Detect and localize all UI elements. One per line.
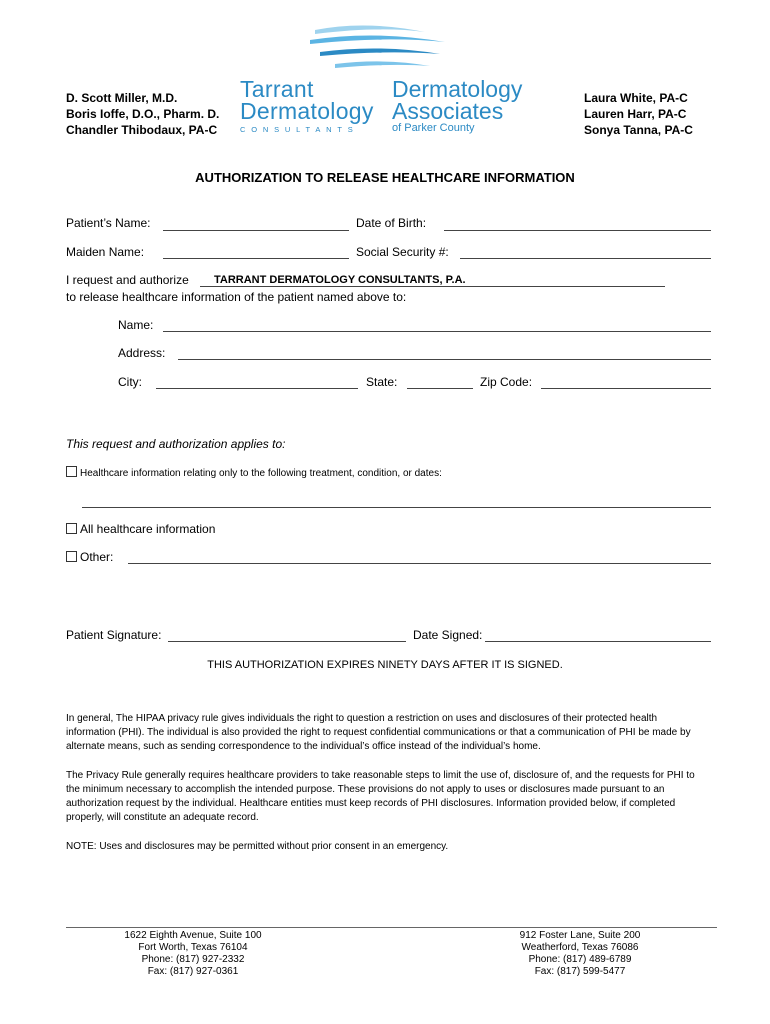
privacy-paragraph: The Privacy Rule generally requires healthcare providers to take reasonable steps to limit the use of, disclosure of, and the requests for PHI to the minimum necessary to accomplish the intended purpose. These provisions do not apply to uses or disclosures made pursuant to an authorization request by the individual. Healthcare entities must keep records of PHI disclosures. Information provided below, if completed properly, will constitute an adequate record.	[66, 770, 695, 823]
checkbox-icon[interactable]	[66, 466, 77, 477]
state-field[interactable]	[407, 388, 473, 389]
city-label: City:	[118, 375, 142, 389]
authorized-entity-field[interactable]	[200, 286, 665, 287]
hipaa-paragraph: In general, The HIPAA privacy rule gives individuals the right to question a restriction on uses and disclosures of their protected health information (PHI). The individual is also provided the right to request confidential communications or that a communication of PHI be made by alternate means, such as sending correspondence to the individual’s office instead of the individual’s home.	[66, 713, 691, 752]
address-line: Phone: (817) 489-6789	[528, 954, 632, 965]
date-signed-field[interactable]	[485, 641, 711, 642]
ssn-label: Social Security #:	[356, 245, 449, 259]
provider: Chandler Thibodaux, PA-C	[66, 123, 218, 137]
footer-divider	[66, 927, 717, 928]
logo-sub: of Parker County	[392, 122, 475, 134]
patient-name-label: Patient’s Name:	[66, 216, 151, 230]
right-providers	[584, 90, 693, 138]
address-line: Phone: (817) 927-2332	[141, 954, 245, 965]
option-specific[interactable]	[66, 466, 442, 479]
request-label: I request and authorize	[66, 273, 189, 287]
swoosh-logo-icon	[305, 22, 455, 72]
date-signed-label: Date Signed:	[413, 628, 483, 642]
logo-word: Associates	[392, 98, 504, 124]
maiden-name-label: Maiden Name:	[66, 245, 145, 259]
option-label: All healthcare information	[80, 522, 216, 536]
applies-heading: This request and authorization applies to:	[66, 437, 286, 451]
signature-field[interactable]	[168, 641, 406, 642]
page-title: AUTHORIZATION TO RELEASE HEALTHCARE INFORMATION	[195, 170, 575, 185]
address-line: 1622 Eighth Avenue, Suite 100	[124, 930, 262, 941]
provider: Lauren Harr, PA-C	[584, 107, 687, 121]
option-other[interactable]	[66, 550, 113, 564]
maiden-name-field[interactable]	[163, 258, 349, 259]
authorized-entity: TARRANT DERMATOLOGY CONSULTANTS, P.A.	[214, 274, 466, 286]
option-label: Healthcare information relating only to the following treatment, condition, or dates:	[80, 468, 442, 479]
logo-word: Tarrant	[240, 76, 314, 102]
release-text: to release healthcare information of the patient named above to:	[66, 290, 407, 304]
address-line: Fort Worth, Texas 76104	[138, 942, 248, 953]
address-label: Address:	[118, 346, 166, 360]
associates-logo	[392, 78, 522, 134]
logo-word: Dermatology	[240, 98, 374, 124]
treatment-field[interactable]	[82, 507, 711, 508]
address-line: 912 Foster Lane, Suite 200	[519, 930, 641, 941]
ssn-field[interactable]	[460, 258, 711, 259]
name-field[interactable]	[163, 331, 711, 332]
address-line: Fax: (817) 927-0361	[147, 966, 239, 977]
expiry-notice: THIS AUTHORIZATION EXPIRES NINETY DAYS AFTER IT IS SIGNED.	[207, 659, 563, 671]
address-line: Weatherford, Texas 76086	[521, 942, 639, 953]
patient-name-field[interactable]	[163, 230, 349, 231]
address-line: Fax: (817) 599-5477	[534, 966, 626, 977]
footer-right-address	[480, 930, 680, 978]
left-providers	[66, 90, 219, 138]
option-all[interactable]	[66, 522, 215, 536]
logo-sub: CONSULTANTS	[240, 125, 359, 134]
provider: D. Scott Miller, M.D.	[66, 91, 178, 105]
checkbox-icon[interactable]	[66, 551, 77, 562]
state-label: State:	[366, 375, 398, 389]
logo-word: Dermatology	[392, 76, 523, 102]
signature-label: Patient Signature:	[66, 628, 162, 642]
address-field[interactable]	[178, 359, 711, 360]
dob-label: Date of Birth:	[356, 216, 427, 230]
provider: Boris Ioffe, D.O., Pharm. D.	[66, 107, 220, 121]
city-field[interactable]	[156, 388, 358, 389]
tarrant-logo	[240, 78, 374, 134]
option-label: Other:	[80, 550, 114, 564]
zip-field[interactable]	[541, 388, 711, 389]
dob-field[interactable]	[444, 230, 711, 231]
zip-label: Zip Code:	[480, 375, 533, 389]
checkbox-icon[interactable]	[66, 523, 77, 534]
name-label: Name:	[118, 318, 154, 332]
note-paragraph: NOTE: Uses and disclosures may be permitted without prior consent in an emergency.	[66, 841, 449, 852]
provider: Laura White, PA-C	[584, 91, 688, 105]
footer-left-address	[93, 930, 293, 978]
provider: Sonya Tanna, PA-C	[584, 123, 693, 137]
other-field[interactable]	[128, 563, 711, 564]
